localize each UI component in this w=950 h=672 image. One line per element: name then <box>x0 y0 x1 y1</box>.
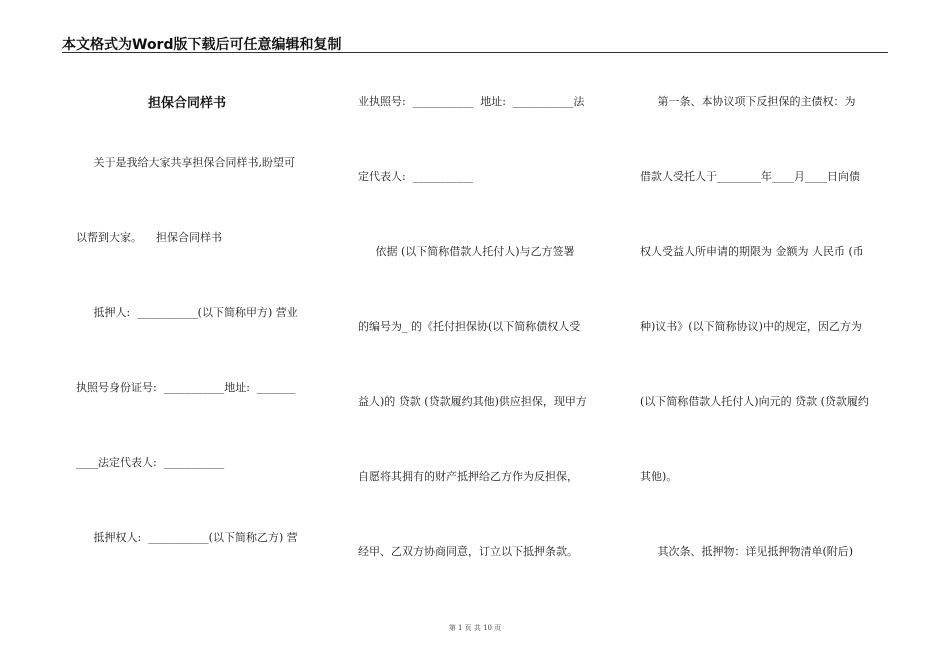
header-title: 本文格式为Word版下载后可任意编辑和复制 <box>62 37 342 53</box>
text-line: 借款人受托人于________年____月____日向债 <box>640 170 860 183</box>
page-number: 第 1 页 共 10 页 <box>448 624 502 632</box>
text-line: 其他)。 <box>640 470 678 483</box>
text-line: 的编号为_ 的《托付担保协(以下简称债权人受 <box>358 320 581 333</box>
text-line: 以帮到大家。 担保合同样书 <box>76 231 222 244</box>
document-title: 担保合同样书 <box>148 96 227 111</box>
text-line: 定代表人: ___________ <box>358 170 474 183</box>
text-line: 抵押人: ___________(以下简称甲方) 营业 <box>76 306 298 319</box>
text-line: 抵押权人: ___________(以下简称乙方) 营 <box>76 531 298 544</box>
header-divider <box>62 52 888 53</box>
text-line: ____法定代表人: ___________ <box>76 456 225 469</box>
text-line: 经甲、乙双方协商同意，订立以下抵押条款。 <box>358 545 578 558</box>
text-line: 关于是我给大家共享担保合同样书,盼望可 <box>76 156 295 169</box>
text-line: 业执照号: ___________ 地址: ___________法 <box>358 95 585 108</box>
text-line: 第一条、本协议项下反担保的主债权：为 <box>640 95 856 108</box>
text-line: 执照号身份证号: ___________地址: _______ <box>76 381 296 394</box>
text-line: 益人)的 贷款 (贷款履约其他)供应担保，现甲方 <box>358 395 587 408</box>
text-line: 种)议书》(以下简称协议)中的规定，因乙方为 <box>640 320 862 333</box>
text-line: 自愿将其拥有的财产抵押给乙方作为反担保， <box>358 470 578 483</box>
text-line: 依据 (以下简称借款人托付人)与乙方签署 <box>358 245 575 258</box>
text-line: 其次条、抵押物：详见抵押物清单(附后) <box>640 545 854 558</box>
text-line: 权人受益人所申请的期限为 金额为 人民币 (币 <box>640 245 864 258</box>
text-line: (以下简称借款人托付人)向元的 贷款 (贷款履约 <box>640 395 869 408</box>
